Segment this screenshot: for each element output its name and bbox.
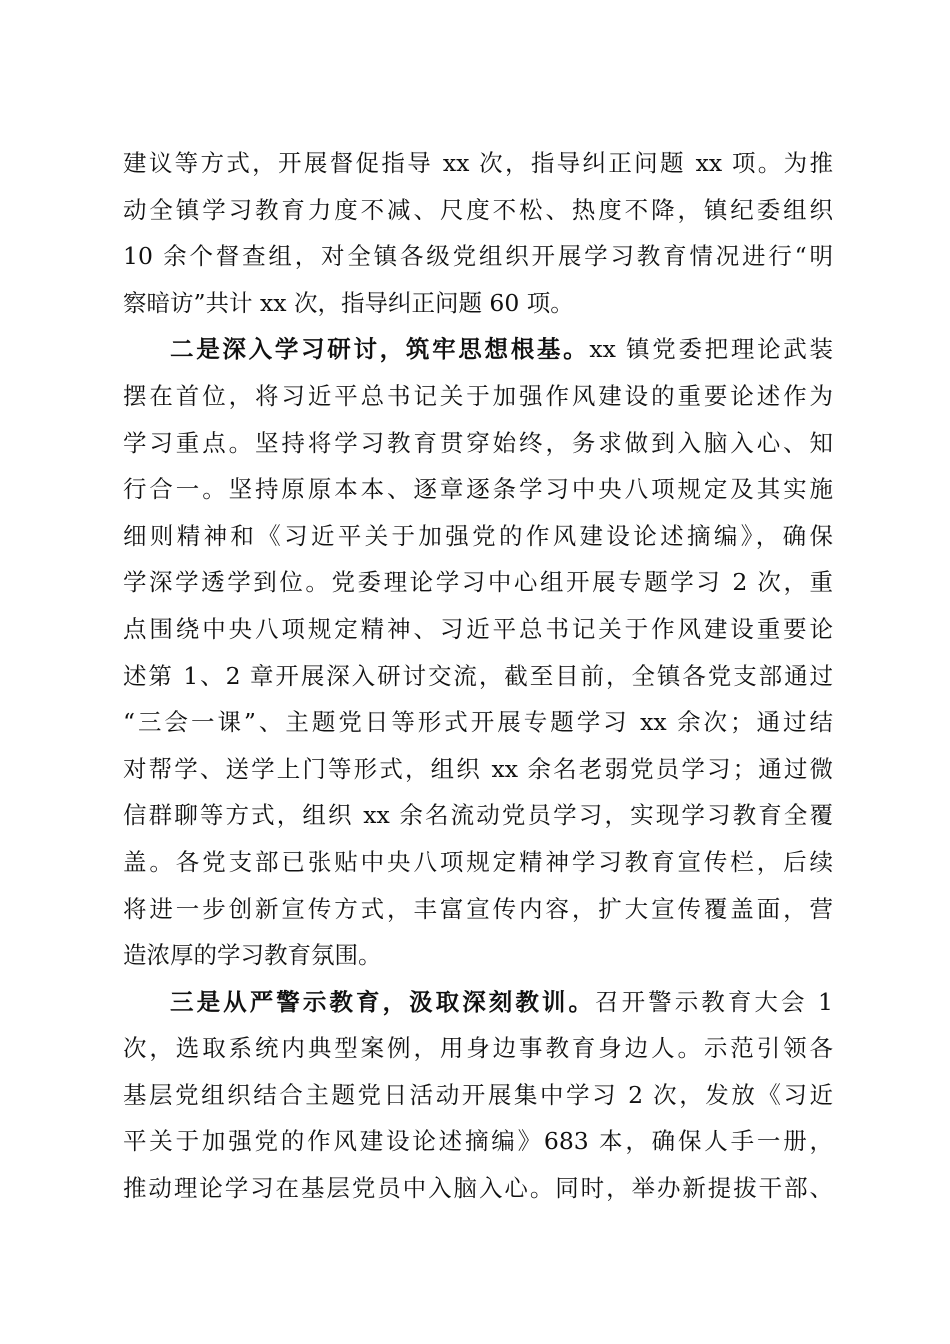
paragraph-line: 建议等方式，开展督促指导 xx 次，指导纠正问题 xx 项。为推 — [123, 149, 833, 177]
paragraph-line: 对帮学、送学上门等形式，组织 xx 余名老弱党员学习；通过微 — [123, 754, 833, 783]
paragraph-line: 述第 1、2 章开展深入研讨交流，截至目前，全镇各党支部通过 — [123, 661, 833, 690]
paragraph-line: 学习重点。坚持将学习教育贯穿始终，务求做到入脑入心、知 — [123, 428, 833, 457]
section-lead-heading: 二是深入学习研讨，筑牢思想根基。 — [170, 335, 590, 364]
paragraph-line: 推动理论学习在基层党员中入脑入心。同时，举办新提拔干部、 — [123, 1174, 833, 1203]
paragraph-line: 学深学透学到位。党委理论学习中心组开展专题学习 2 次，重 — [123, 568, 833, 597]
paragraph-text: 召开警示教育大会 1 — [595, 987, 834, 1016]
paragraph-line: 察暗访”共计 xx 次，指导纠正问题 60 项。 — [123, 288, 574, 317]
body-text — [123, 140, 833, 1212]
paragraph-first-line — [123, 979, 833, 1026]
paragraph-line: 摆在首位，将习近平总书记关于加强作风建设的重要论述作为 — [123, 381, 833, 410]
paragraph-line: 信群聊等方式，组织 xx 余名流动党员学习，实现学习教育全覆 — [123, 801, 833, 830]
section-lead-heading: 三是从严警示教育，汲取深刻教训。 — [170, 987, 596, 1016]
paragraph-line: 细则精神和《习近平关于加强党的作风建设论述摘编》，确保 — [123, 521, 833, 550]
paragraph-line: 10 余个督查组，对全镇各级党组织开展学习教育情况进行“明 — [123, 242, 833, 271]
paragraph-line: “三会一课”、主题党日等形式开展专题学习 xx 余次；通过结 — [123, 708, 833, 737]
paragraph-line: 将进一步创新宣传方式，丰富宣传内容，扩大宣传覆盖面，营 — [123, 894, 833, 923]
paragraph-line: 平关于加强党的作风建设论述摘编》683 本，确保人手一册， — [123, 1127, 833, 1156]
paragraph-line: 基层党组织结合主题党日活动开展集中学习 2 次，发放《习近 — [123, 1080, 833, 1109]
paragraph-line: 次，选取系统内典型案例，用身边事教育身边人。示范引领各 — [123, 1034, 833, 1063]
paragraph-line: 盖。各党支部已张贴中央八项规定精神学习教育宣传栏，后续 — [123, 847, 833, 876]
paragraph-text: xx 镇党委把理论武装 — [589, 335, 833, 364]
paragraph-first-line — [123, 326, 833, 373]
paragraph-line: 动全镇学习教育力度不减、尺度不松、热度不降，镇纪委组织 — [123, 195, 833, 224]
paragraph-line: 点围绕中央八项规定精神、习近平总书记关于作风建设重要论 — [123, 614, 833, 643]
paragraph-line: 造浓厚的学习教育氛围。 — [123, 941, 382, 970]
paragraph-line: 行合一。坚持原原本本、逐章逐条学习中央八项规定及其实施 — [123, 475, 833, 504]
